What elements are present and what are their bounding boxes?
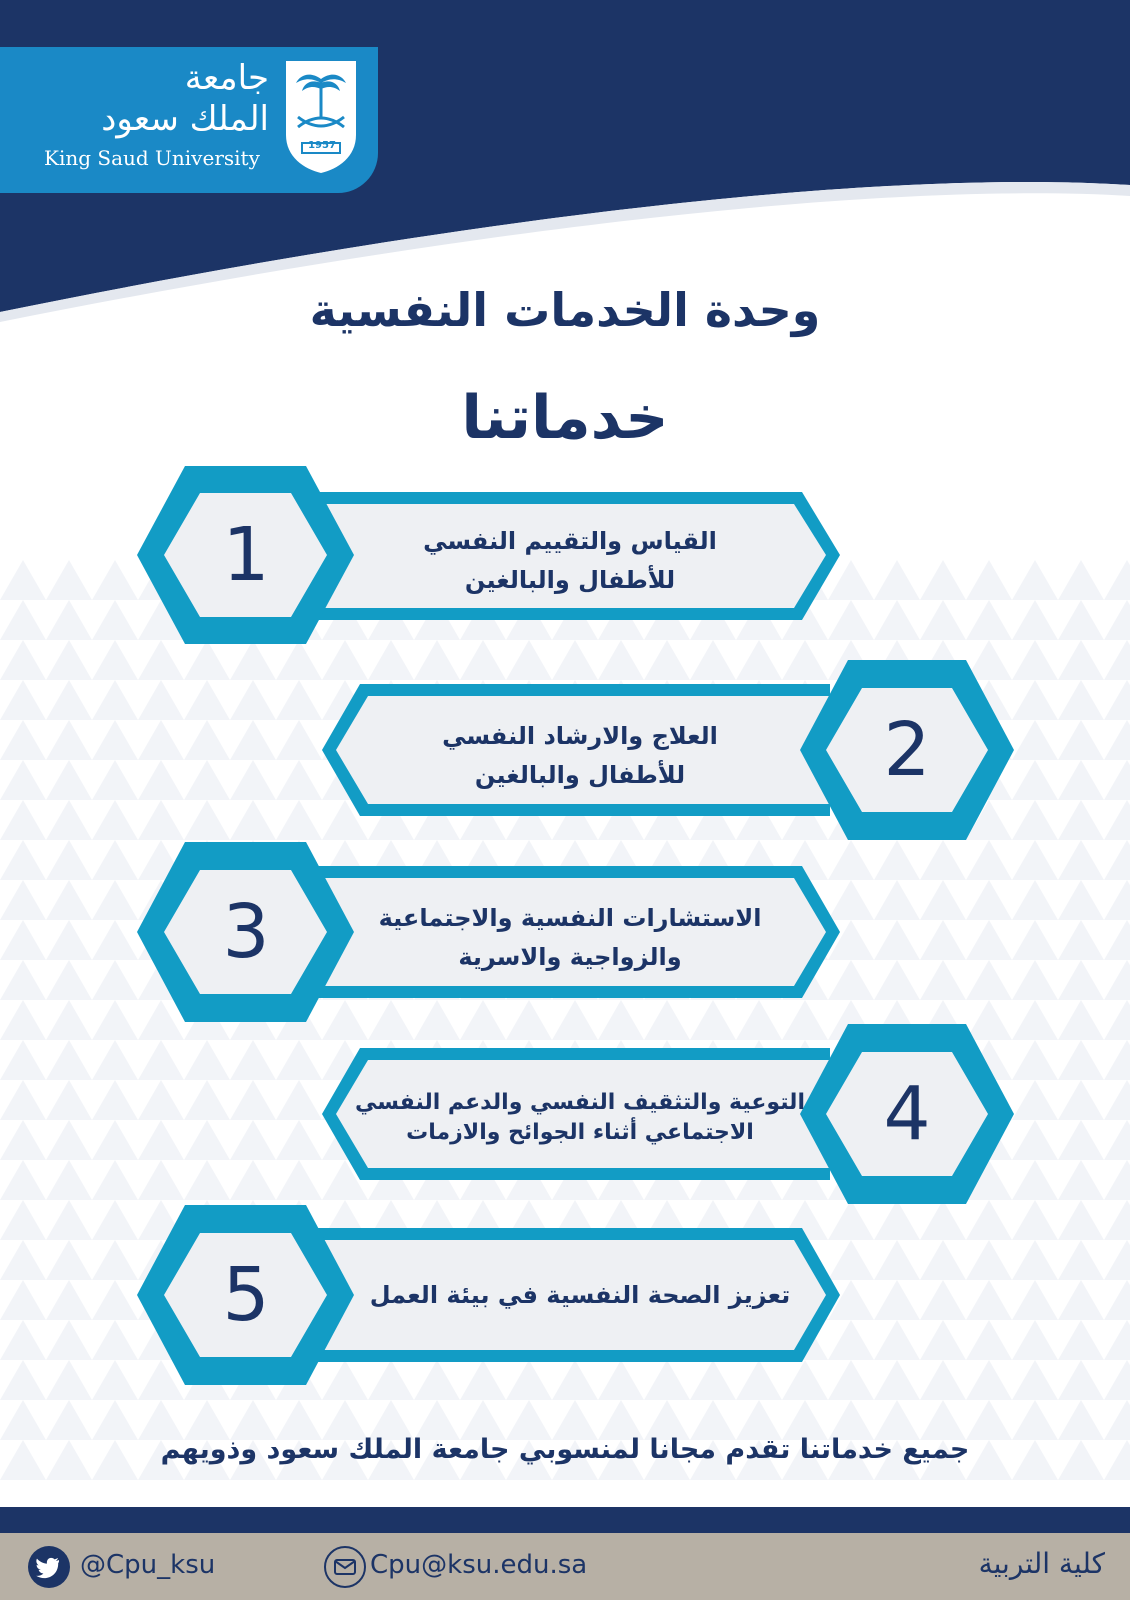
service-3-number: 3 xyxy=(222,889,270,975)
service-4-line1: التوعية والتثقيف النفسي والدعم النفسي xyxy=(354,1090,805,1115)
service-2-line1: العلاج والارشاد النفسي xyxy=(442,722,718,750)
service-5-text xyxy=(340,1276,820,1315)
service-5-number: 5 xyxy=(222,1252,270,1338)
twitter-handle[interactable]: @Cpu_ksu xyxy=(80,1550,216,1580)
service-2-text xyxy=(350,717,810,795)
service-1-text xyxy=(340,522,800,600)
page-subtitle: خدماتنا xyxy=(461,383,669,453)
free-services-note: جميع خدماتنا تقدم مجانا لمنسوبي جامعة الملك سعود وذويهم xyxy=(160,1434,970,1465)
service-4-line2: الاجتماعي أثناء الجوائح والازمات xyxy=(406,1120,754,1145)
envelope-icon xyxy=(324,1546,366,1588)
university-name-ar-line1: جامعة xyxy=(184,58,269,98)
service-1-number: 1 xyxy=(222,512,270,598)
footer-divider xyxy=(0,1507,1130,1533)
university-name-en: King Saud University xyxy=(44,146,260,170)
service-3-line2: والزواجية والاسرية xyxy=(458,943,682,971)
university-name-ar-line2: الملك سعود xyxy=(101,99,269,139)
page-title: وحدة الخدمات النفسية xyxy=(309,283,821,337)
service-2-number: 2 xyxy=(883,707,931,793)
service-3-text xyxy=(340,899,800,977)
twitter-bird-icon xyxy=(28,1546,70,1588)
service-4-number: 4 xyxy=(883,1071,931,1157)
service-1-line2: للأطفال والبالغين xyxy=(464,566,676,594)
service-5-line1: تعزيز الصحة النفسية في بيئة العمل xyxy=(369,1281,791,1309)
email-link[interactable]: Cpu@ksu.edu.sa xyxy=(370,1550,588,1580)
service-4-text xyxy=(340,1088,820,1148)
service-1-line1: القياس والتقييم النفسي xyxy=(423,527,717,555)
crest-year: 1957 xyxy=(308,140,336,151)
service-3-line1: الاستشارات النفسية والاجتماعية xyxy=(378,904,762,932)
college-name: كلية التربية xyxy=(978,1547,1105,1580)
service-2-line2: للأطفال والبالغين xyxy=(474,761,686,789)
